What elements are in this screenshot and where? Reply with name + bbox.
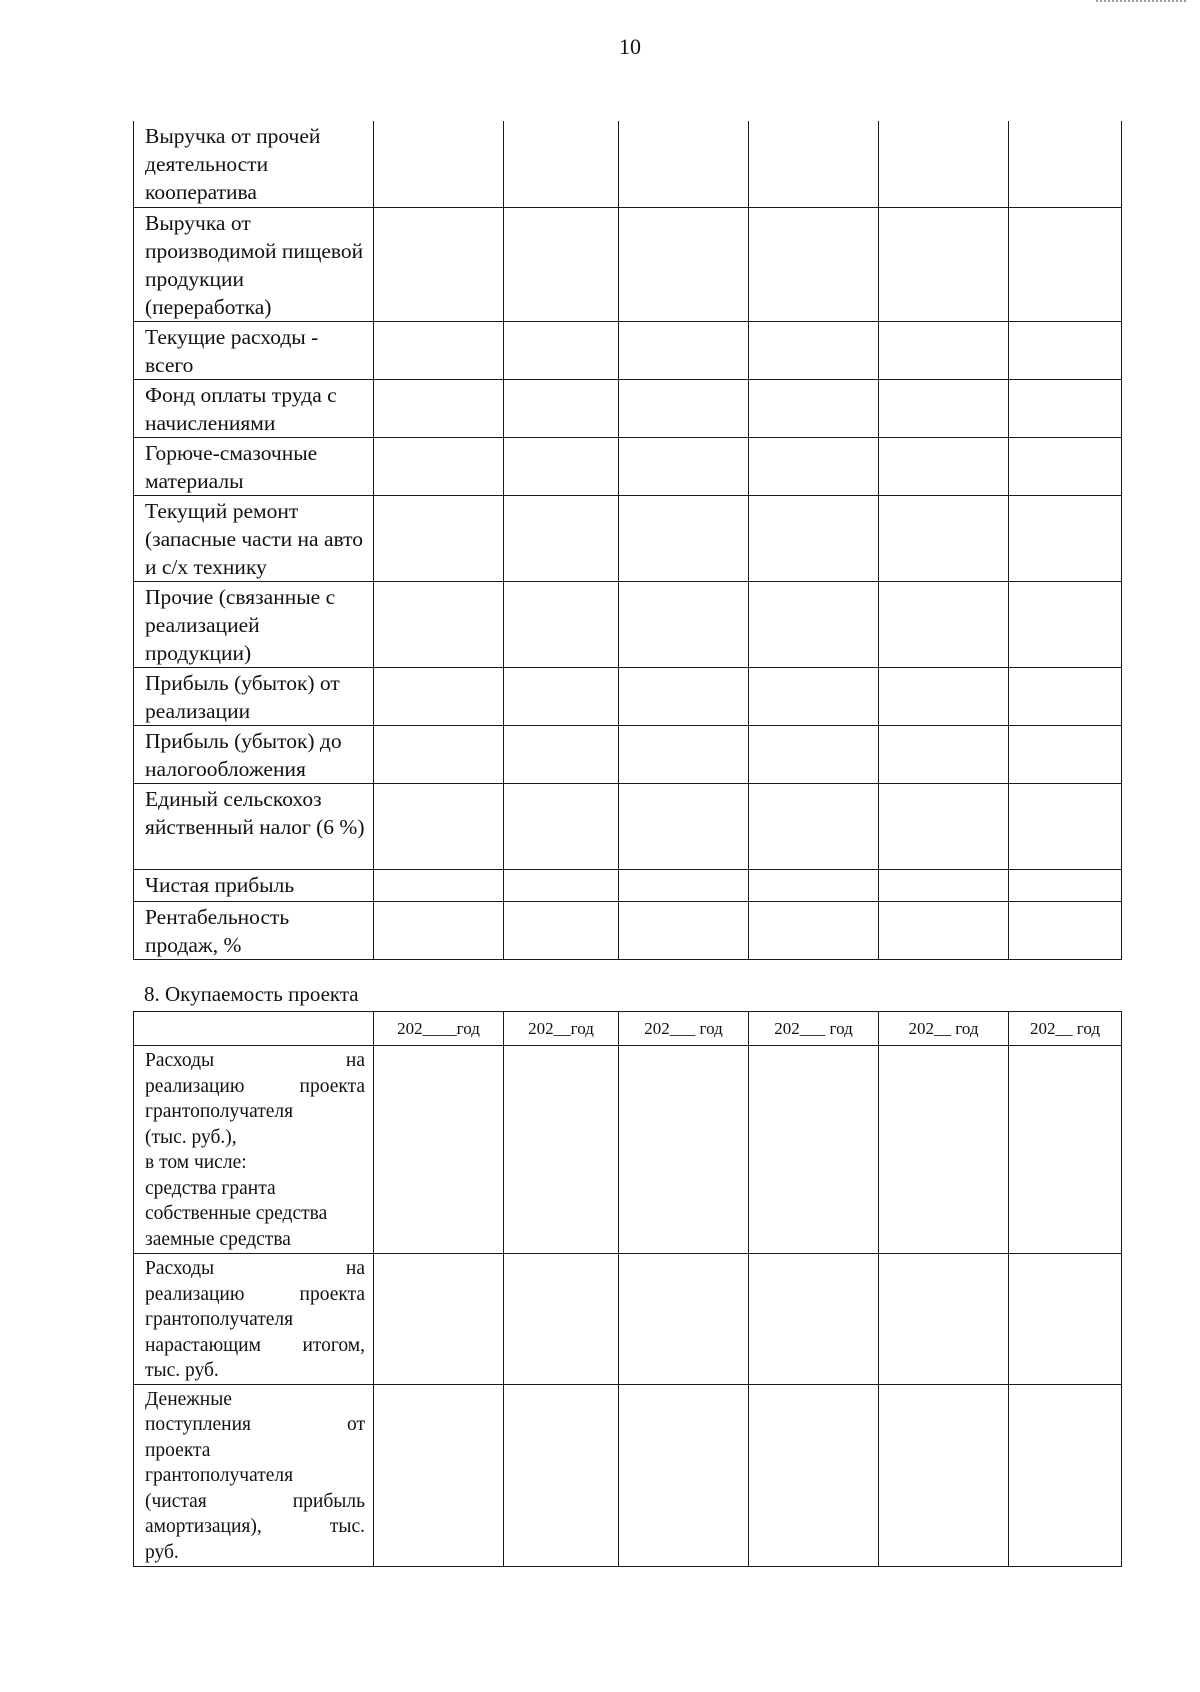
value-cell[interactable] xyxy=(1009,1384,1122,1566)
value-cell[interactable] xyxy=(504,1254,619,1385)
value-cell[interactable] xyxy=(879,121,1009,207)
value-cell[interactable] xyxy=(1009,379,1122,437)
value-cell[interactable] xyxy=(374,667,504,725)
row-label: Прибыль (убыток) от реализации xyxy=(134,667,374,725)
label-line: поступления от xyxy=(145,1414,365,1435)
value-cell[interactable] xyxy=(374,437,504,495)
value-cell[interactable] xyxy=(1009,1254,1122,1385)
value-cell[interactable] xyxy=(374,725,504,783)
year-header: 202__ год xyxy=(1009,1012,1122,1046)
value-cell[interactable] xyxy=(374,1384,504,1566)
value-cell[interactable] xyxy=(879,581,1009,667)
table-row xyxy=(134,581,1122,667)
table-row xyxy=(134,725,1122,783)
value-cell[interactable] xyxy=(374,901,504,959)
value-cell[interactable] xyxy=(1009,321,1122,379)
value-cell[interactable] xyxy=(749,869,879,901)
label-line: Расходы на xyxy=(145,1050,365,1071)
value-cell[interactable] xyxy=(504,869,619,901)
table-row xyxy=(134,869,1122,901)
label-line: реализацию проекта xyxy=(145,1075,365,1097)
page-number: 10 xyxy=(619,34,641,59)
row-label: Расходы на реализацию проекта грантополучателя (тыс. руб.), в том числе: средства гранта собственные средства заемные средства xyxy=(134,1046,374,1254)
value-cell[interactable] xyxy=(879,321,1009,379)
value-cell[interactable] xyxy=(879,901,1009,959)
value-cell[interactable] xyxy=(879,1384,1009,1566)
value-cell[interactable] xyxy=(504,667,619,725)
value-cell[interactable] xyxy=(504,495,619,581)
value-cell[interactable] xyxy=(504,783,619,869)
table-row xyxy=(134,495,1122,581)
table-row xyxy=(134,667,1122,725)
table-row xyxy=(134,379,1122,437)
value-cell[interactable] xyxy=(749,725,879,783)
value-cell[interactable] xyxy=(504,437,619,495)
value-cell[interactable] xyxy=(749,207,879,321)
row-label: Единый сельскохоз яйственный налог (6 %) xyxy=(134,783,374,869)
value-cell[interactable] xyxy=(879,725,1009,783)
value-cell[interactable] xyxy=(879,495,1009,581)
value-cell[interactable] xyxy=(619,321,749,379)
value-cell[interactable] xyxy=(374,379,504,437)
row-label: Фонд оплаты труда с начислениями xyxy=(134,379,374,437)
value-cell[interactable] xyxy=(749,783,879,869)
value-cell[interactable] xyxy=(374,869,504,901)
value-cell[interactable] xyxy=(374,581,504,667)
row-label: Денежные поступления от проекта грантополучателя (чистая прибыль амортизация), тыс. руб. xyxy=(134,1384,374,1566)
label-line: амортизация), тыс. xyxy=(145,1516,365,1537)
value-cell[interactable] xyxy=(749,581,879,667)
header-row xyxy=(134,1012,1122,1046)
label-line: нарастающим итогом, xyxy=(145,1334,365,1356)
table-row xyxy=(134,1384,1122,1566)
row-label: Чистая прибыль xyxy=(134,869,374,901)
row-label: Выручка от производимой пищевой продукции (переработка) xyxy=(134,207,374,321)
value-cell[interactable] xyxy=(374,783,504,869)
value-cell[interactable] xyxy=(619,901,749,959)
row-label: Расходы на реализацию проекта грантополучателя нарастающим итогом, тыс. руб. xyxy=(134,1254,374,1385)
value-cell[interactable] xyxy=(1009,901,1122,959)
value-cell[interactable] xyxy=(504,207,619,321)
value-cell[interactable] xyxy=(374,207,504,321)
value-cell[interactable] xyxy=(619,1046,749,1254)
table-row xyxy=(134,321,1122,379)
value-cell[interactable] xyxy=(879,207,1009,321)
value-cell[interactable] xyxy=(374,321,504,379)
financial-plan-table xyxy=(133,121,1122,960)
year-header: 202___ год xyxy=(619,1012,749,1046)
section-title: 8. Окупаемость проекта xyxy=(144,982,359,1006)
value-cell[interactable] xyxy=(374,495,504,581)
value-cell[interactable] xyxy=(749,321,879,379)
row-label: Прочие (связанные с реализацией продукции) xyxy=(134,581,374,667)
row-label: Текущий ремонт (запасные части на авто и с/х технику xyxy=(134,495,374,581)
scan-corner-mark xyxy=(1096,0,1186,5)
value-cell[interactable] xyxy=(374,1046,504,1254)
value-cell[interactable] xyxy=(619,207,749,321)
table-row xyxy=(134,783,1122,869)
value-cell[interactable] xyxy=(619,379,749,437)
row-label: Прибыль (убыток) до налогообложения xyxy=(134,725,374,783)
value-cell[interactable] xyxy=(1009,495,1122,581)
value-cell[interactable] xyxy=(619,869,749,901)
value-cell[interactable] xyxy=(504,1046,619,1254)
row-label: Выручка от прочей деятельности кооператива xyxy=(134,121,374,207)
value-cell[interactable] xyxy=(749,901,879,959)
value-cell[interactable] xyxy=(879,1046,1009,1254)
value-cell[interactable] xyxy=(879,379,1009,437)
value-cell[interactable] xyxy=(504,1384,619,1566)
year-header: 202__ год xyxy=(879,1012,1009,1046)
value-cell[interactable] xyxy=(879,869,1009,901)
year-header: 202____год xyxy=(374,1012,504,1046)
value-cell[interactable] xyxy=(1009,207,1122,321)
value-cell[interactable] xyxy=(749,1384,879,1566)
row-label: Горюче-смазочные материалы xyxy=(134,437,374,495)
value-cell[interactable] xyxy=(504,121,619,207)
table-row xyxy=(134,437,1122,495)
value-cell[interactable] xyxy=(504,901,619,959)
value-cell[interactable] xyxy=(749,667,879,725)
value-cell[interactable] xyxy=(504,379,619,437)
value-cell[interactable] xyxy=(374,1254,504,1385)
empty-header-cell xyxy=(134,1012,374,1046)
value-cell[interactable] xyxy=(749,379,879,437)
value-cell[interactable] xyxy=(504,725,619,783)
value-cell[interactable] xyxy=(1009,1046,1122,1254)
value-cell[interactable] xyxy=(749,495,879,581)
row-label: Текущие расходы - всего xyxy=(134,321,374,379)
table-row xyxy=(134,1254,1122,1385)
label-line: Расходы на xyxy=(145,1258,365,1279)
value-cell[interactable] xyxy=(1009,725,1122,783)
value-cell[interactable] xyxy=(1009,783,1122,869)
year-header: 202__год xyxy=(504,1012,619,1046)
value-cell[interactable] xyxy=(619,437,749,495)
table-row xyxy=(134,121,1122,207)
value-cell[interactable] xyxy=(1009,869,1122,901)
value-cell[interactable] xyxy=(879,1254,1009,1385)
year-header: 202___ год xyxy=(749,1012,879,1046)
value-cell[interactable] xyxy=(374,121,504,207)
value-cell[interactable] xyxy=(749,1046,879,1254)
value-cell[interactable] xyxy=(619,1254,749,1385)
value-cell[interactable] xyxy=(749,437,879,495)
value-cell[interactable] xyxy=(879,783,1009,869)
value-cell[interactable] xyxy=(619,121,749,207)
table-row xyxy=(134,207,1122,321)
value-cell[interactable] xyxy=(619,783,749,869)
value-cell[interactable] xyxy=(504,321,619,379)
value-cell[interactable] xyxy=(879,437,1009,495)
value-cell[interactable] xyxy=(619,1384,749,1566)
value-cell[interactable] xyxy=(619,581,749,667)
value-cell[interactable] xyxy=(749,1254,879,1385)
row-label: Рентабельность продаж, % xyxy=(134,901,374,959)
value-cell[interactable] xyxy=(504,581,619,667)
value-cell[interactable] xyxy=(619,667,749,725)
table-row xyxy=(134,1046,1122,1254)
value-cell[interactable] xyxy=(619,495,749,581)
value-cell[interactable] xyxy=(879,667,1009,725)
label-line: реализацию проекта xyxy=(145,1283,365,1305)
value-cell[interactable] xyxy=(1009,437,1122,495)
value-cell[interactable] xyxy=(1009,667,1122,725)
table-row xyxy=(134,901,1122,959)
value-cell[interactable] xyxy=(1009,121,1122,207)
value-cell[interactable] xyxy=(1009,581,1122,667)
value-cell[interactable] xyxy=(749,121,879,207)
payback-table xyxy=(133,1011,1122,1567)
value-cell[interactable] xyxy=(619,725,749,783)
label-line: (чистая прибыль xyxy=(145,1490,365,1512)
